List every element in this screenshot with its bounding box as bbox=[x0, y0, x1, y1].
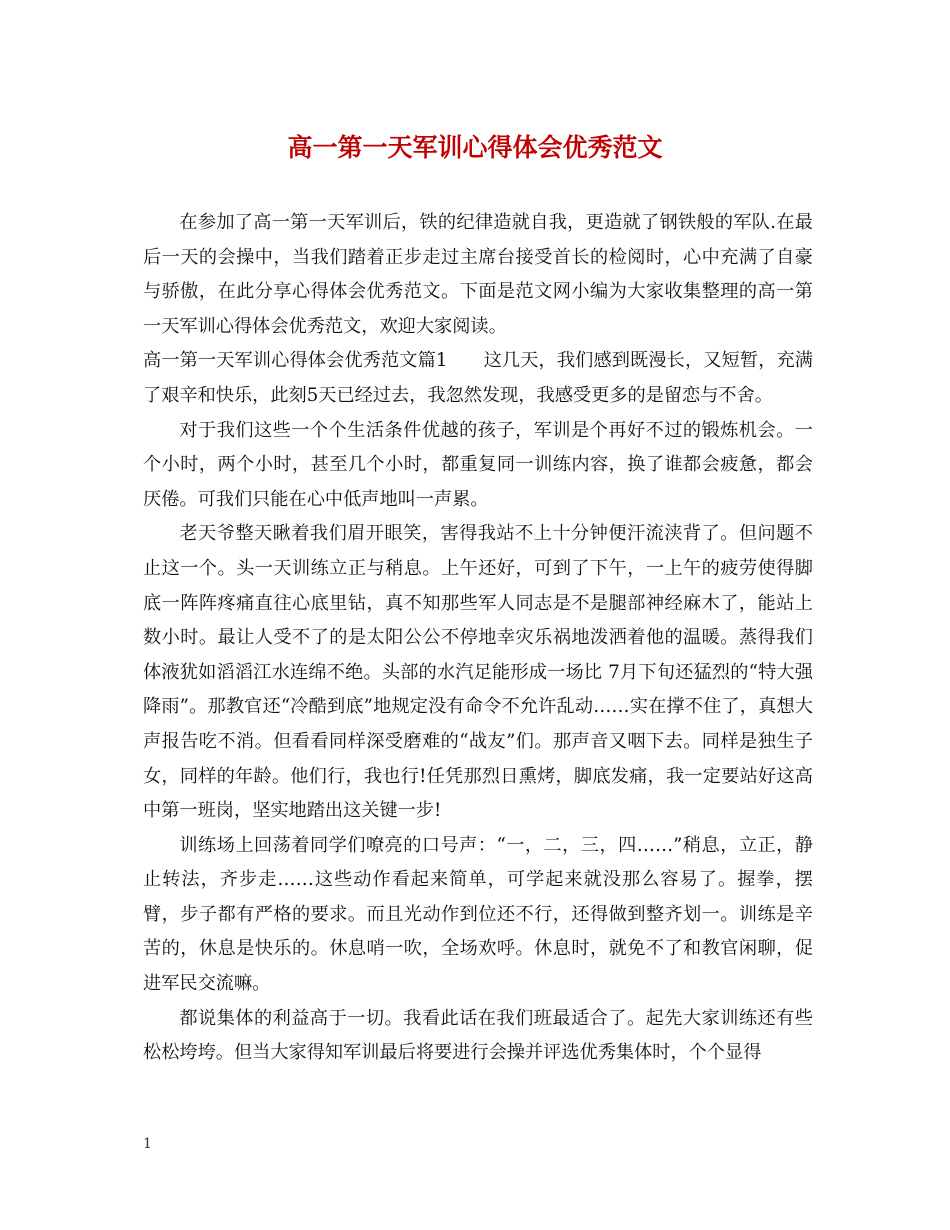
page-number: 1 bbox=[143, 1136, 152, 1152]
page-title: 高一第一天军训心得体会优秀范文 bbox=[287, 133, 663, 162]
section-paragraph bbox=[143, 344, 813, 413]
section-first-text: 这几天，我们感到既漫长，又短暂，充满了艰辛和快乐，此刻5天已经过去，我忽然发现，我感受更多的是留恋与不舍。 bbox=[143, 350, 813, 406]
document-body bbox=[143, 206, 813, 1071]
body-paragraph-1: 对于我们这些一个个生活条件优越的孩子，军训是个再好不过的锻炼机会。一个小时，两个小时，甚至几个小时，都重复同一训练内容，换了谁都会疲惫，都会厌倦。可我们只能在心中低声地叫一声累。 bbox=[143, 419, 813, 510]
body-paragraph-4: 都说集体的利益高于一切。我看此话在我们班最适合了。起先大家训练还有些松松垮垮。但当大家得知军训最后将要进行会操并评选优秀集体时，个个显得 bbox=[143, 1007, 813, 1064]
intro-paragraph: 在参加了高一第一天军训后，铁的纪律造就自我，更造就了钢铁般的军队.在最后一天的会操中，当我们踏着正步走过主席台接受首长的检阅时，心中充满了自豪与骄傲，在此分享心得体会优秀范文。下面是范文网小编为大家收集整理的高一第一天军训心得体会优秀范文，欢迎大家阅读。 bbox=[143, 212, 813, 337]
section-heading: 高一第一天军训心得体会优秀范文篇1 bbox=[143, 350, 448, 372]
body-paragraph-2: 老天爷整天瞅着我们眉开眼笑，害得我站不上十分钟便汗流浃背了。但问题不止这一个。头一天训练立正与稍息。上午还好，可到了下午，一上午的疲劳使得脚底一阵阵疼痛直往心底里钻，真不知那些军人同志是不是腿部神经麻木了，能站上数小时。最让人受不了的是太阳公公不停地幸灾乐祸地泼洒着他的温暖。蒸得我们体液犹如滔滔江水连绵不绝。头部的水汽足能形成一场比 7月下旬还猛烈的“特大强降雨”。那教官还“冷酷到底”地规定没有命令不允许乱动……实在撑不住了，真想大声报告吃不消。但看看同样深受磨难的“战友”们。那声音又咽下去。同样是独生子女，同样的年龄。他们行，我也行!任凭那烈日熏烤，脚底发痛，我一定要站好这高中第一班岗，坚实地踏出这关键一步! bbox=[143, 523, 813, 822]
body-paragraph-3: 训练场上回荡着同学们嘹亮的口号声：“一，二，三，四……”稍息，立正，静止转法，齐步走……这些动作看起来简单，可学起来就没那么容易了。握拳，摆臂，步子都有严格的要求。而且光动作到位还不行，还得做到整齐划一。训练是辛苦的，休息是快乐的。休息哨一吹，全场欢呼。休息时，就免不了和教官闲聊，促进军民交流嘛。 bbox=[143, 834, 813, 995]
